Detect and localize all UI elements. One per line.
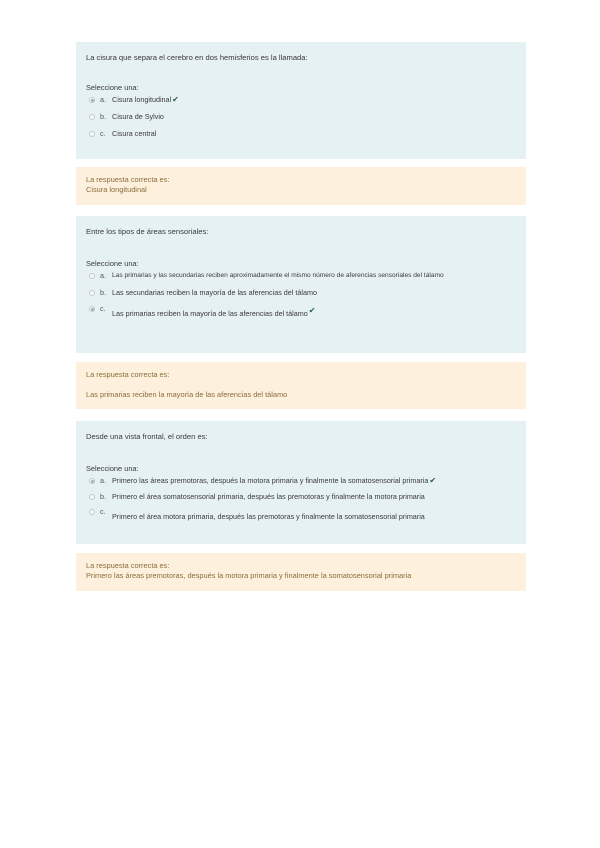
feedback-label: La respuesta correcta es: <box>86 370 170 379</box>
radio-button[interactable] <box>89 114 95 120</box>
option-text: Cisura central <box>112 129 157 138</box>
radio-button[interactable] <box>89 306 95 312</box>
radio-button[interactable] <box>89 478 95 484</box>
feedback-3 <box>76 553 526 591</box>
option-b[interactable] <box>86 288 516 298</box>
option-letter: b. <box>100 492 106 501</box>
question-2 <box>76 216 526 353</box>
option-text: Primero las áreas premotoras, después la motora primaria y finalmente la somatosensorial primaria <box>112 476 429 485</box>
options-list <box>86 271 516 319</box>
select-prompt: Seleccione una: <box>86 464 139 473</box>
option-letter: a. <box>100 95 106 104</box>
option-text: Primero el área somatosensorial primaria, después las premotoras y finalmente la motora primaria <box>112 492 425 501</box>
feedback-answer: Cisura longitudinal <box>86 185 147 194</box>
radio-button[interactable] <box>89 131 95 137</box>
option-b[interactable] <box>86 492 516 502</box>
option-text: Las primarias reciben la mayoría de las aferencias del tálamo <box>112 309 308 318</box>
radio-button[interactable] <box>89 97 95 103</box>
feedback-1 <box>76 167 526 205</box>
check-icon: ✔ <box>429 476 437 485</box>
option-letter: a. <box>100 271 106 280</box>
option-letter: b. <box>100 288 106 297</box>
question-text: La cisura que separa el cerebro en dos hemisferios es la llamada: <box>86 53 308 62</box>
option-letter: b. <box>100 112 106 121</box>
option-text: Las secundarias reciben la mayoría de las aferencias del tálamo <box>112 288 317 297</box>
check-icon: ✔ <box>172 95 179 104</box>
option-c[interactable] <box>86 129 516 139</box>
option-text: Primero el área motora primaria, después las premotoras y finalmente la somatosensorial primaria <box>112 512 425 521</box>
options-list <box>86 476 516 522</box>
option-letter: c. <box>100 507 106 516</box>
select-prompt: Seleccione una: <box>86 259 139 268</box>
radio-button[interactable] <box>89 509 95 515</box>
option-letter: c. <box>100 129 106 138</box>
feedback-label: La respuesta correcta es: <box>86 561 170 570</box>
option-letter: a. <box>100 476 106 485</box>
radio-button[interactable] <box>89 273 95 279</box>
option-c[interactable] <box>86 507 516 522</box>
option-c[interactable] <box>86 304 516 319</box>
option-text: Cisura de Sylvio <box>112 112 164 121</box>
option-letter: c. <box>100 304 106 313</box>
feedback-answer: Las primarias reciben la mayoría de las aferencias del tálamo <box>86 390 288 399</box>
option-a[interactable] <box>86 476 516 486</box>
feedback-label: La respuesta correcta es: <box>86 175 170 184</box>
option-text: Cisura longitudinal <box>112 95 172 104</box>
options-list <box>86 95 516 139</box>
feedback-answer: Primero las áreas premotoras, después la motora primaria y finalmente la somatosensorial primaria <box>86 571 412 580</box>
option-a[interactable] <box>86 95 516 105</box>
select-prompt: Seleccione una: <box>86 83 139 92</box>
option-a[interactable] <box>86 271 516 281</box>
option-text: Las primarias y las secundarias reciben aproximadamente el mismo número de aferencias sensoriales del tálamo <box>112 272 444 279</box>
question-text: Desde una vista frontal, el orden es: <box>86 432 208 441</box>
option-b[interactable] <box>86 112 516 122</box>
radio-button[interactable] <box>89 494 95 500</box>
radio-button[interactable] <box>89 290 95 296</box>
question-text: Entre los tipos de áreas sensoriales: <box>86 227 209 236</box>
question-3 <box>76 421 526 544</box>
question-1 <box>76 42 526 159</box>
check-icon: ✔ <box>308 306 316 315</box>
feedback-2 <box>76 362 526 409</box>
